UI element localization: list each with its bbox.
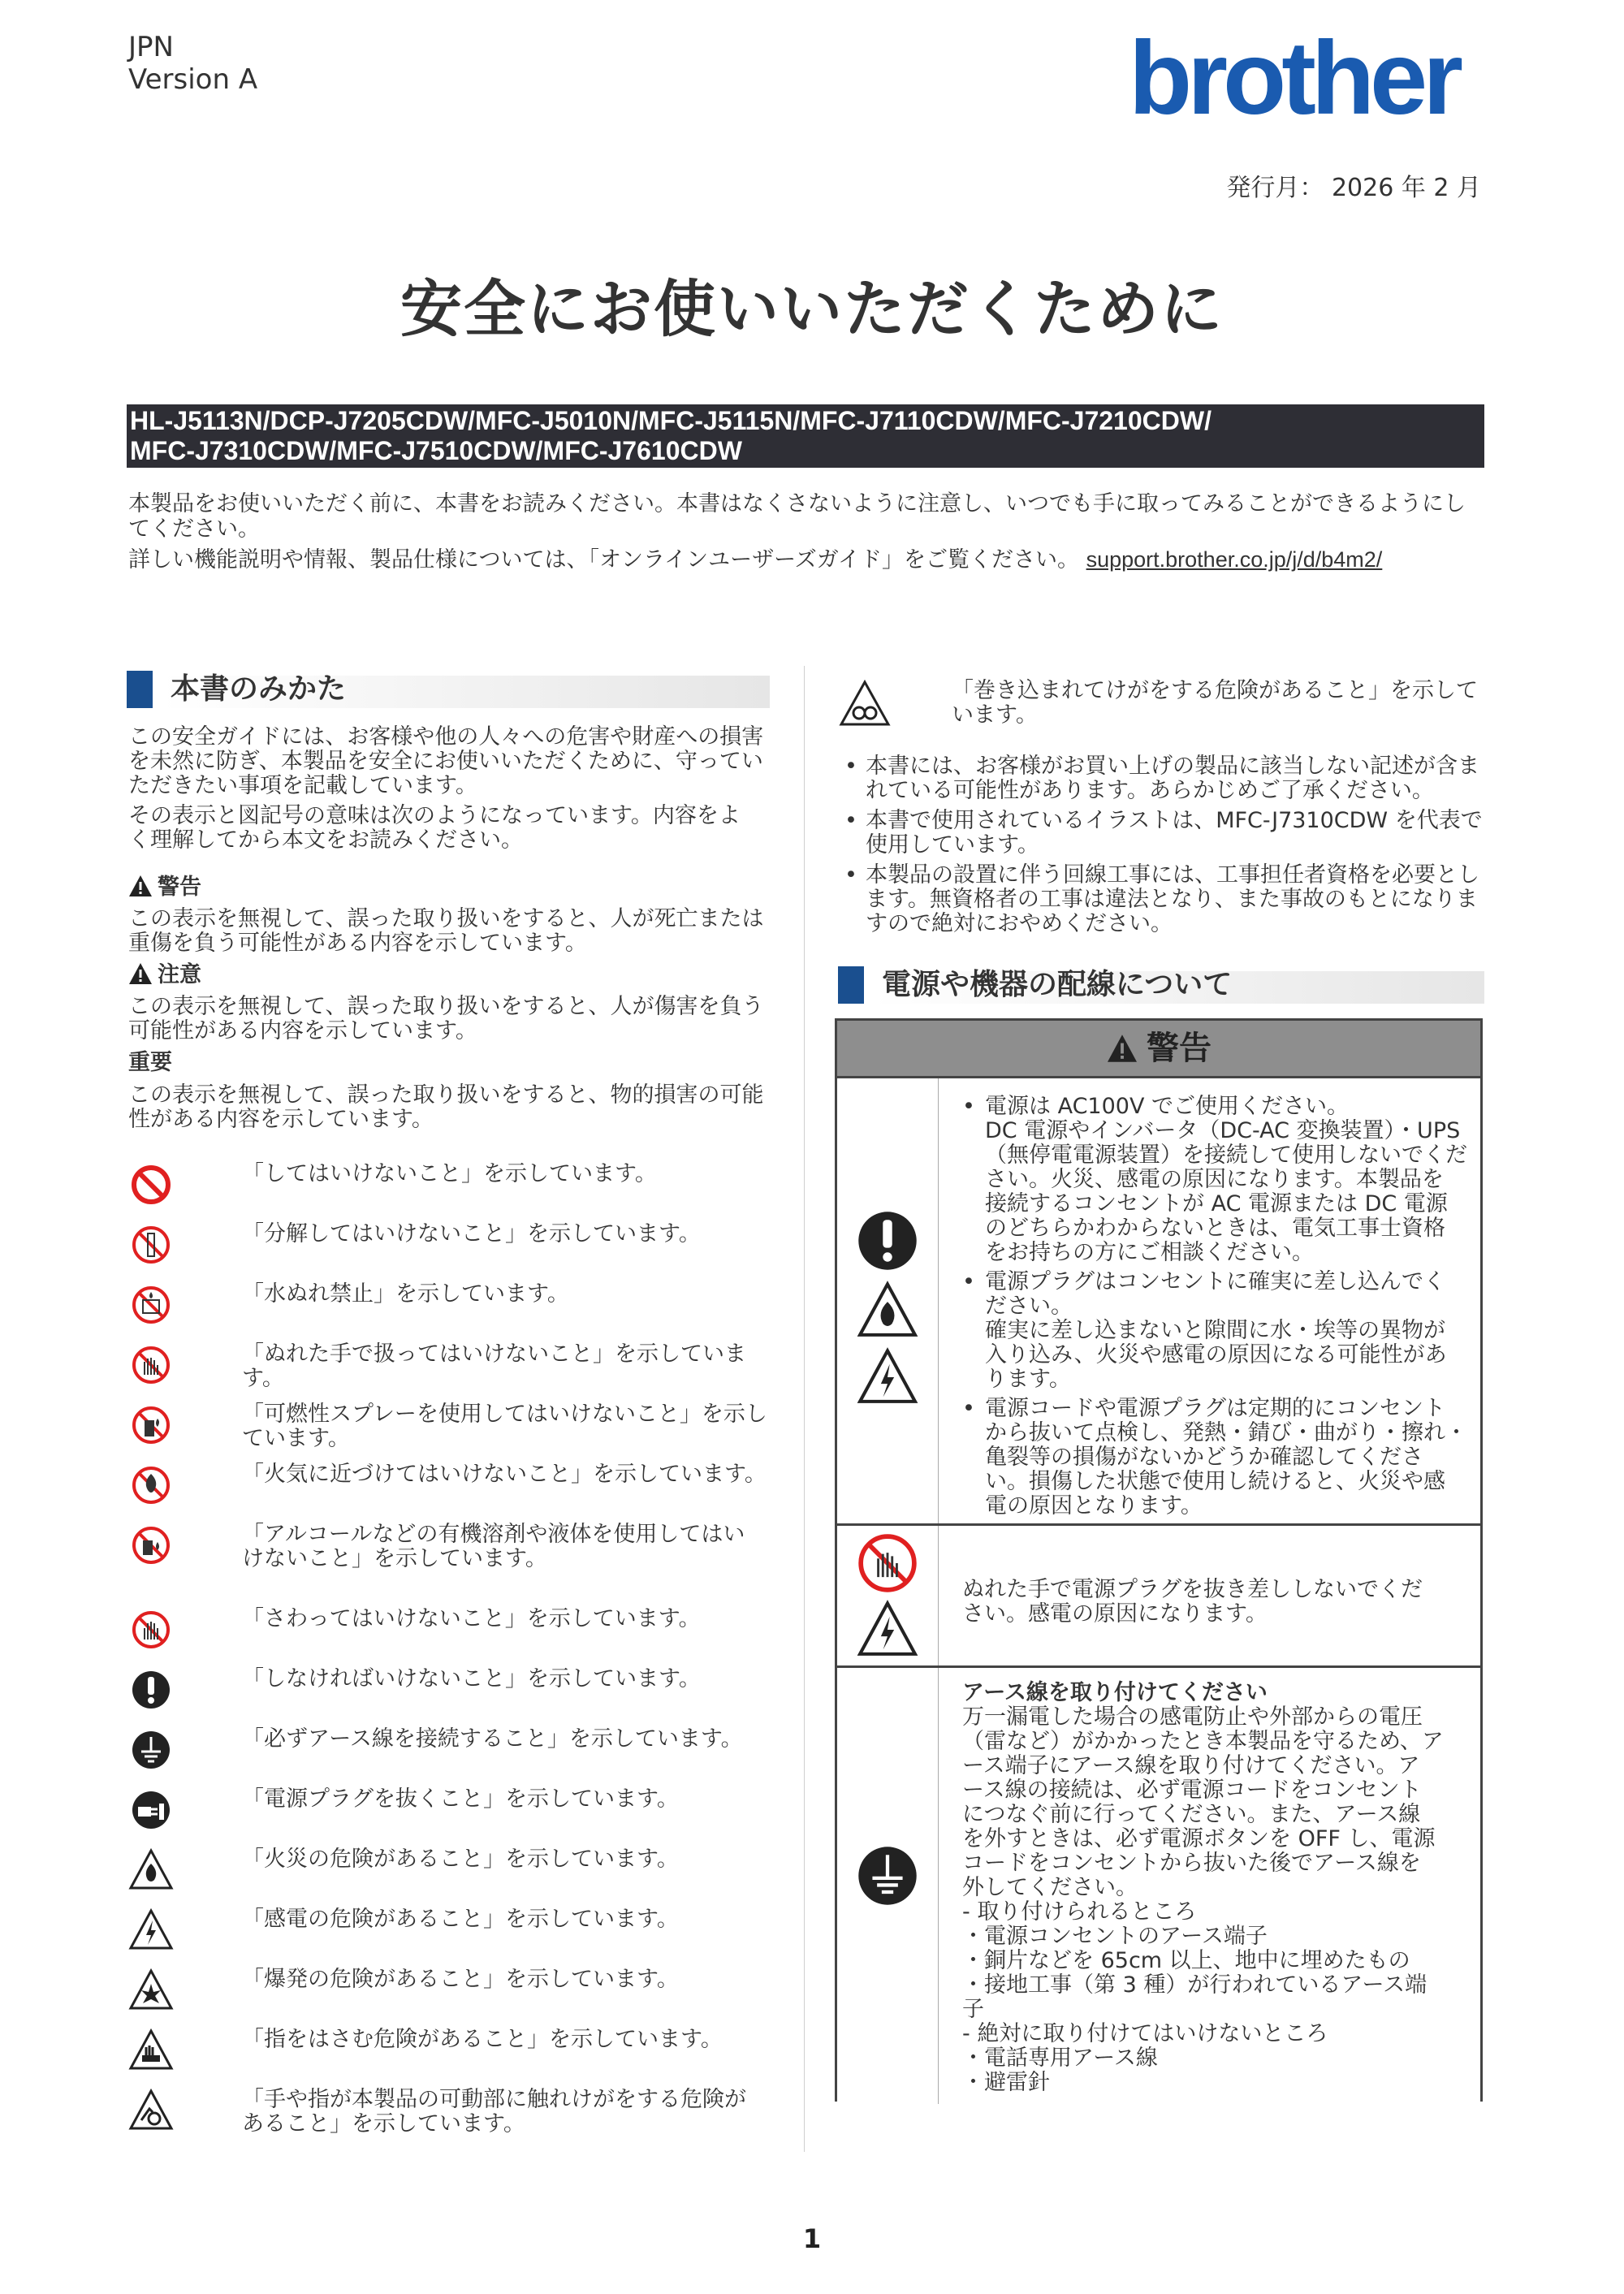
version-label: Version A bbox=[128, 63, 258, 96]
text-line: 亀裂等の損傷がないかどうか確認してくださ bbox=[985, 1445, 1423, 1470]
legend-label: す。 bbox=[242, 1366, 284, 1391]
text-line: 本書で使用されているイラストは、MFC-J7310CDW を代表で bbox=[866, 808, 1483, 833]
logo-text: brother bbox=[1129, 32, 1458, 130]
legend-row-no-water bbox=[128, 1282, 778, 1331]
text-line: ぬれた手で電源プラグを抜き差ししないでくだ bbox=[962, 1577, 1423, 1602]
legend-label: 「しなければいけないこと」を示しています。 bbox=[242, 1666, 701, 1691]
text-line: につなぐ前に行ってください。また、アース線 bbox=[962, 1802, 1421, 1827]
page-number: 1 bbox=[802, 2223, 822, 2254]
intro-paragraph-1 bbox=[128, 491, 1484, 542]
intro-paragraph-2 bbox=[128, 547, 1484, 572]
text-line: ース端子にアース線を取り付けてください。ア bbox=[962, 1753, 1420, 1778]
text-line: 重傷を負う可能性がある内容を示しています。 bbox=[128, 931, 587, 956]
important-description bbox=[128, 1083, 778, 1132]
text-line: 電源コードや電源プラグは定期的にコンセント bbox=[985, 1396, 1445, 1421]
warning-description bbox=[128, 907, 778, 956]
legend-label: 「巻き込まれてけがをする危険があること」を示して bbox=[952, 678, 1478, 703]
intro-line: てください。 bbox=[128, 516, 260, 542]
legend-row-ground bbox=[128, 1727, 778, 1776]
warning-label-text: 警告 bbox=[158, 875, 201, 900]
text-line: から抜いて点検し、発熱・錆び・曲がり・擦れ・ bbox=[985, 1420, 1467, 1445]
text-line: DC 電源やインバータ（DC-AC 変換装置）・UPS bbox=[985, 1118, 1461, 1143]
text-line: この安全ガイドには、お客様や他の人々への危害や財産への損害 bbox=[128, 724, 764, 750]
section1-paragraph-1 bbox=[128, 725, 778, 798]
intro-line: 詳しい機能説明や情報、製品仕様については、「オンラインユーザーズガイド」をご覧ください。 bbox=[128, 547, 1079, 572]
legend-row-no-touch bbox=[128, 1607, 778, 1656]
explosion-hazard-icon bbox=[128, 1968, 174, 2013]
text-line: 電源は AC100V でご使用ください。 bbox=[985, 1094, 1350, 1119]
pinch-hazard-icon bbox=[128, 2028, 174, 2073]
legend-row-fire-hazard bbox=[128, 1847, 778, 1896]
legend-label: 「必ずアース線を接続すること」を示しています。 bbox=[242, 1726, 743, 1752]
legend-label: 「感電の危険があること」を示しています。 bbox=[242, 1907, 679, 1932]
warning-label bbox=[128, 875, 201, 900]
warning-row-ground-wire bbox=[837, 1668, 1480, 2104]
ground-wire-title: アース線を取り付けてください bbox=[962, 1680, 1268, 1705]
legend-label: 「爆発の危険があること」を示しています。 bbox=[242, 1967, 679, 1992]
text-line: 接続するコンセントが AC 電源または DC 電源 bbox=[985, 1191, 1448, 1216]
text-line: く理解してから本文をお読みください。 bbox=[128, 827, 523, 853]
entanglement-hazard-icon bbox=[838, 679, 892, 728]
text-line: 万一漏電した場合の感電防止や外部からの電圧 bbox=[962, 1704, 1423, 1730]
text-line: コードをコンセントから抜いた後でアース線を bbox=[962, 1851, 1421, 1876]
no-water-icon bbox=[128, 1282, 174, 1328]
no-wet-hands-icon bbox=[128, 1342, 174, 1388]
legend-row-no-disassembly bbox=[128, 1222, 778, 1271]
legend-row-no-solvent bbox=[128, 1523, 778, 1571]
model-list-line2: MFC-J7310CDW/MFC-J7510CDW/MFC-J7610CDW bbox=[130, 436, 742, 465]
text-line: - 絶対に取り付けてはいけないところ bbox=[962, 2021, 1328, 2046]
shock-hazard-icon bbox=[128, 1907, 174, 1953]
text-line: のどちらかわからないときは、電気工事士資格 bbox=[985, 1216, 1445, 1241]
prohibited-icon bbox=[128, 1162, 174, 1207]
text-line: 入り込み、火災や感電の原因になる可能性があ bbox=[985, 1342, 1447, 1367]
unplug-icon bbox=[128, 1787, 174, 1833]
no-wet-hands-icon bbox=[855, 1531, 920, 1596]
legend-row-shock-hazard bbox=[128, 1907, 778, 1956]
text-line: ださい。 bbox=[985, 1294, 1073, 1319]
text-line: れている可能性があります。あらかじめご了承ください。 bbox=[866, 778, 1434, 803]
no-solvent-icon bbox=[128, 1523, 174, 1568]
legend-label: 「指をはさむ危険があること」を示しています。 bbox=[242, 2027, 723, 2052]
section-heading-power-wiring bbox=[838, 966, 1484, 1004]
text-line: - 取り付けられるところ bbox=[962, 1899, 1197, 1925]
warning-table bbox=[835, 1018, 1483, 2102]
note-bullet-3: • 本製品の設置に伴う回線工事には、工事担任者資格を必要とし ます。無資格者の工事は違法となり、また事故のもとになりま すので絶対におやめください。 bbox=[838, 863, 1484, 936]
text-line: さい。火災、感電の原因になります。本製品を bbox=[985, 1167, 1444, 1192]
text-line: その表示と図記号の意味は次のようになっています。内容をよ bbox=[128, 803, 741, 828]
caution-label-text: 注意 bbox=[158, 962, 201, 987]
warning-table-header bbox=[837, 1021, 1480, 1078]
legend-label: 「手や指が本製品の可動部に触れけがをする危険が bbox=[242, 2087, 746, 2112]
text-line: 子 bbox=[962, 1997, 984, 2022]
legend-label: 「アルコールなどの有機溶剤や液体を使用してはい bbox=[242, 1522, 745, 1547]
text-line: 電の原因となります。 bbox=[985, 1493, 1203, 1519]
legend-row-no-spray bbox=[128, 1402, 778, 1451]
text-line: この表示を無視して、誤った取り扱いをすると、人が死亡または bbox=[128, 906, 764, 931]
legend-row-explosion-hazard bbox=[128, 1968, 778, 2016]
section-heading-text: 本書のみかた bbox=[171, 672, 347, 706]
text-line: ・避雷針 bbox=[962, 2070, 1050, 2095]
important-label: 重要 bbox=[128, 1050, 172, 1075]
legend-label: ています。 bbox=[242, 1426, 350, 1451]
legend-label: 「水ぬれ禁止」を示しています。 bbox=[242, 1281, 569, 1307]
text-line: 外してください。 bbox=[962, 1875, 1138, 1900]
warning-row-power-supply: • 電源は AC100V でご使用ください。 DC 電源やインバータ（DC-AC 変換装置）・UPS （無停電電源装置）を接続して使用しないでくだ さい。火災、感電の原因になります。本製品を 接続するコンセントが AC 電源または DC 電源 のどちらかわからないときは、電気工事士資格 をお持ちの方にご相談ください。 • 電源プラグはコンセントに確実に差し込んでく ださい。 確実に差し込まないと隙間に水・埃等の異物が 入り込み、火災や感電の原因になる可能性があ ります。 • 電源コードや電源プラグは定期的にコンセント から抜いて点検し、発熱・錆び・曲がり・擦れ・ 亀裂等の損傷がないかどうか確認してくださ い。損傷した状態で使用し続けると、火災や感 電の原因となります。 bbox=[837, 1078, 1480, 1526]
no-spray-icon bbox=[128, 1402, 174, 1448]
text-line: この表示を無視して、誤った取り扱いをすると、物的損害の可能 bbox=[128, 1082, 764, 1108]
legend-label: あること」を示しています。 bbox=[242, 2111, 525, 2136]
mandatory-icon bbox=[855, 1208, 920, 1273]
legend-label: けないこと」を示しています。 bbox=[242, 1546, 547, 1571]
legend-label: 「分解してはいけないこと」を示しています。 bbox=[242, 1221, 701, 1246]
fire-hazard-icon bbox=[855, 1280, 920, 1341]
warning-triangle-icon bbox=[128, 875, 153, 897]
legend-label: 「ぬれた手で扱ってはいけないこと」を示していま bbox=[242, 1341, 746, 1367]
legend-row-moving-parts-hazard bbox=[128, 2088, 778, 2136]
text-line: 可能性がある内容を示しています。 bbox=[128, 1018, 477, 1043]
text-line: さい。感電の原因になります。 bbox=[962, 1601, 1268, 1627]
support-link[interactable]: support.brother.co.jp/j/d/b4m2/ bbox=[1086, 547, 1383, 572]
legend-row-no-fire bbox=[128, 1462, 778, 1511]
text-line: をお持ちの方にご相談ください。 bbox=[985, 1240, 1314, 1265]
text-line: ただきたい事項を記載しています。 bbox=[128, 773, 477, 798]
text-line: ・電話専用アース線 bbox=[962, 2046, 1158, 2071]
text-line: い。損傷した状態で使用し続けると、火災や感 bbox=[985, 1469, 1445, 1494]
issue-date: 発行月： 2026 年 2 月 bbox=[1226, 174, 1481, 202]
legend-label: 「してはいけないこと」を示しています。 bbox=[242, 1161, 657, 1186]
text-line: ース線の接続は、必ず電源コードをコンセント bbox=[962, 1778, 1422, 1803]
no-fire-icon bbox=[128, 1462, 174, 1508]
page-title: 安全にお使いいただくために bbox=[400, 273, 1224, 345]
ground-icon bbox=[128, 1727, 174, 1773]
text-line: ・接地工事（第 3 種）が行われているアース端 bbox=[962, 1972, 1427, 1998]
text-line: （無停電電源装置）を接続して使用しないでくだ bbox=[985, 1143, 1467, 1168]
model-list-bar bbox=[127, 404, 1484, 468]
text-line: ます。無資格者の工事は違法となり、また事故のもとになりま bbox=[866, 887, 1478, 912]
warning-table-header-text: 警告 bbox=[1147, 1030, 1212, 1067]
text-line: 本書には、お客様がお買い上げの製品に該当しない記述が含ま bbox=[866, 754, 1479, 779]
legend-label: います。 bbox=[952, 702, 1038, 728]
no-touch-icon bbox=[128, 1607, 174, 1652]
text-line: 本製品の設置に伴う回線工事には、工事担任者資格を必要とし bbox=[866, 862, 1479, 888]
text-line: すので絶対におやめください。 bbox=[866, 911, 1173, 936]
caution-label bbox=[128, 962, 201, 987]
header-region bbox=[128, 31, 257, 96]
text-line: ・電源コンセントのアース端子 bbox=[962, 1924, 1268, 1949]
legend-label: 「電源プラグを抜くこと」を示しています。 bbox=[242, 1786, 679, 1812]
text-line: 性がある内容を示しています。 bbox=[128, 1107, 434, 1132]
text-line: この表示を無視して、誤った取り扱いをすると、人が傷害を負う bbox=[128, 994, 764, 1019]
text-line: 電源プラグはコンセントに確実に差し込んでく bbox=[985, 1269, 1445, 1294]
fire-hazard-icon bbox=[128, 1847, 174, 1893]
note-bullet-1: • 本書には、お客様がお買い上げの製品に該当しない記述が含ま れている可能性があります。あらかじめご了承ください。 bbox=[838, 754, 1484, 803]
text-line: （雷など）がかかったとき本製品を守るため、ア bbox=[962, 1729, 1444, 1754]
caution-triangle-icon bbox=[128, 962, 153, 985]
legend-row-prohibited bbox=[128, 1162, 778, 1211]
section1-paragraph-2 bbox=[128, 804, 778, 853]
intro-line: 本製品をお使いいただく前に、本書をお読みください。本書はなくさないように注意し、いつでも手に取ってみることができるようにし bbox=[128, 491, 1466, 516]
text-line: ります。 bbox=[985, 1367, 1071, 1392]
legend-label: 「火気に近づけてはいけないこと」を示しています。 bbox=[242, 1462, 767, 1487]
no-disassembly-icon bbox=[128, 1222, 174, 1268]
legend-label: 「可燃性スプレーを使用してはいけないこと」を示し bbox=[242, 1402, 767, 1427]
text-line: を未然に防ぎ、本製品を安全にお使いいただくために、守ってい bbox=[128, 749, 763, 774]
legend-row-mandatory bbox=[128, 1667, 778, 1716]
legend-label: 「さわってはいけないこと」を示しています。 bbox=[242, 1606, 701, 1631]
legend-row-unplug bbox=[128, 1787, 778, 1836]
moving-parts-hazard-icon bbox=[128, 2088, 174, 2133]
mandatory-icon bbox=[128, 1667, 174, 1713]
section-heading-text: 電源や機器の配線について bbox=[882, 968, 1233, 1001]
model-list-line1: HL-J5113N/DCP-J7205CDW/MFC-J5010N/MFC-J5115N/MFC-J7110CDW/MFC-J7210CDW/ bbox=[130, 406, 1212, 435]
text-line: 使用しています。 bbox=[866, 832, 1039, 858]
region-code: JPN bbox=[128, 31, 174, 63]
caution-description bbox=[128, 995, 778, 1043]
legend-row-no-wet-hands bbox=[128, 1342, 778, 1391]
shock-hazard-icon bbox=[855, 1599, 920, 1661]
section-heading-how-to-read bbox=[127, 671, 770, 708]
legend-label: 「火災の危険があること」を示しています。 bbox=[242, 1847, 679, 1872]
legend-row-pinch-hazard bbox=[128, 2028, 778, 2076]
text-line: ・銅片などを 65cm 以上、地中に埋めたもの bbox=[962, 1948, 1410, 1973]
ground-icon bbox=[855, 1843, 920, 1908]
warning-triangle-icon bbox=[1106, 1034, 1138, 1063]
warning-row-wet-hands bbox=[837, 1526, 1480, 1668]
note-bullet-2: • 本書で使用されているイラストは、MFC-J7310CDW を代表で 使用しています。 bbox=[838, 809, 1484, 858]
text-line: 確実に差し込まないと隙間に水・埃等の異物が bbox=[985, 1318, 1445, 1343]
brother-logo bbox=[1129, 32, 1486, 130]
text-line: を外すときは、必ず電源ボタンを OFF し、電源 bbox=[962, 1826, 1436, 1851]
shock-hazard-icon bbox=[855, 1346, 920, 1408]
